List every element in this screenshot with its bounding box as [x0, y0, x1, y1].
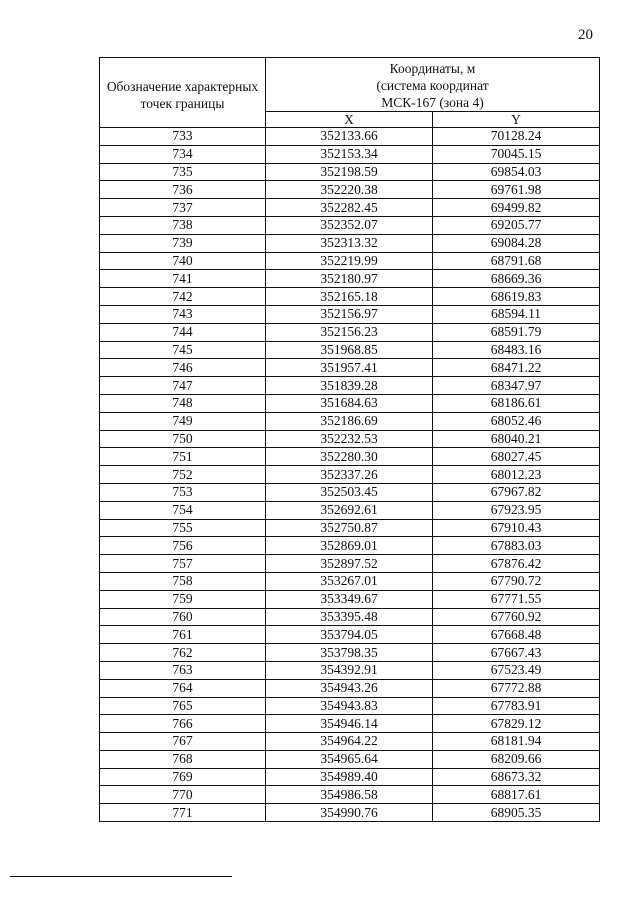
y-cell: 70128.24 [433, 128, 600, 146]
table-row [100, 483, 600, 501]
x-cell: 352503.45 [266, 483, 433, 501]
table-row [100, 519, 600, 537]
x-cell: 351957.41 [266, 359, 433, 377]
y-cell: 67783.91 [433, 697, 600, 715]
table-row [100, 661, 600, 679]
y-cell: 68347.97 [433, 377, 600, 395]
table-row [100, 323, 600, 341]
x-cell: 351968.85 [266, 341, 433, 359]
point-id-cell: 766 [100, 715, 266, 733]
y-cell: 70045.15 [433, 145, 600, 163]
y-cell: 68817.61 [433, 786, 600, 804]
point-id-cell: 764 [100, 679, 266, 697]
table-row [100, 288, 600, 306]
point-id-cell: 744 [100, 323, 266, 341]
x-cell: 352282.45 [266, 199, 433, 217]
x-cell: 354943.26 [266, 679, 433, 697]
table-row [100, 181, 600, 199]
point-id-cell: 762 [100, 644, 266, 662]
point-id-cell: 767 [100, 733, 266, 751]
table-row [100, 305, 600, 323]
y-cell: 67523.49 [433, 661, 600, 679]
table-row [100, 448, 600, 466]
y-cell: 67790.72 [433, 572, 600, 590]
y-cell: 67771.55 [433, 590, 600, 608]
table-row [100, 786, 600, 804]
table-row [100, 128, 600, 146]
x-cell: 354964.22 [266, 733, 433, 751]
x-cell: 352692.61 [266, 501, 433, 519]
table-row [100, 359, 600, 377]
y-cell: 68186.61 [433, 394, 600, 412]
header-coords-line1: Координаты, м [389, 61, 476, 76]
point-id-cell: 751 [100, 448, 266, 466]
point-id-cell: 771 [100, 804, 266, 822]
y-cell: 68791.68 [433, 252, 600, 270]
table-row [100, 715, 600, 733]
y-cell: 68181.94 [433, 733, 600, 751]
point-id-cell: 758 [100, 572, 266, 590]
y-cell: 67883.03 [433, 537, 600, 555]
y-cell: 67668.48 [433, 626, 600, 644]
x-cell: 353798.35 [266, 644, 433, 662]
table-row [100, 163, 600, 181]
table-row [100, 608, 600, 626]
header-coords-line2: (система координат [376, 78, 489, 93]
y-cell: 68040.21 [433, 430, 600, 448]
x-cell: 353349.67 [266, 590, 433, 608]
x-cell: 353267.01 [266, 572, 433, 590]
x-cell: 352232.53 [266, 430, 433, 448]
point-id-cell: 737 [100, 199, 266, 217]
y-cell: 67667.43 [433, 644, 600, 662]
x-cell: 352165.18 [266, 288, 433, 306]
x-cell: 352156.97 [266, 305, 433, 323]
x-cell: 353395.48 [266, 608, 433, 626]
y-cell: 69761.98 [433, 181, 600, 199]
y-cell: 67910.43 [433, 519, 600, 537]
point-id-cell: 741 [100, 270, 266, 288]
table-row [100, 377, 600, 395]
x-cell: 352180.97 [266, 270, 433, 288]
table-row [100, 341, 600, 359]
x-cell: 352897.52 [266, 555, 433, 573]
y-cell: 67829.12 [433, 715, 600, 733]
y-cell: 68209.66 [433, 750, 600, 768]
x-cell: 354990.76 [266, 804, 433, 822]
point-id-cell: 770 [100, 786, 266, 804]
x-cell: 354989.40 [266, 768, 433, 786]
point-id-cell: 760 [100, 608, 266, 626]
point-id-cell: 747 [100, 377, 266, 395]
point-id-cell: 746 [100, 359, 266, 377]
point-id-cell: 735 [100, 163, 266, 181]
x-cell: 351839.28 [266, 377, 433, 395]
y-cell: 68027.45 [433, 448, 600, 466]
point-id-cell: 756 [100, 537, 266, 555]
table-row [100, 750, 600, 768]
coordinates-table [99, 57, 600, 822]
table-row [100, 572, 600, 590]
point-id-cell: 763 [100, 661, 266, 679]
x-cell: 354965.64 [266, 750, 433, 768]
point-id-cell: 761 [100, 626, 266, 644]
x-cell: 352750.87 [266, 519, 433, 537]
table-row [100, 145, 600, 163]
point-id-cell: 754 [100, 501, 266, 519]
table-row [100, 412, 600, 430]
x-cell: 354943.83 [266, 697, 433, 715]
y-cell: 68619.83 [433, 288, 600, 306]
point-id-cell: 755 [100, 519, 266, 537]
table-row [100, 644, 600, 662]
table-row [100, 679, 600, 697]
x-cell: 352337.26 [266, 466, 433, 484]
y-cell: 69205.77 [433, 216, 600, 234]
table-row [100, 697, 600, 715]
table-row [100, 199, 600, 217]
x-cell: 352133.66 [266, 128, 433, 146]
footnote-divider [10, 876, 232, 877]
y-cell: 67772.88 [433, 679, 600, 697]
x-cell: 354986.58 [266, 786, 433, 804]
y-cell: 69854.03 [433, 163, 600, 181]
y-cell: 68669.36 [433, 270, 600, 288]
point-id-cell: 740 [100, 252, 266, 270]
x-cell: 352869.01 [266, 537, 433, 555]
y-cell: 68594.11 [433, 305, 600, 323]
y-cell: 68591.79 [433, 323, 600, 341]
header-point-designation: Обозначение характерных точек границы [100, 58, 266, 128]
table-row [100, 733, 600, 751]
x-cell: 351684.63 [266, 394, 433, 412]
x-cell: 352219.99 [266, 252, 433, 270]
y-cell: 68052.46 [433, 412, 600, 430]
point-id-cell: 736 [100, 181, 266, 199]
point-id-cell: 765 [100, 697, 266, 715]
x-cell: 352153.34 [266, 145, 433, 163]
point-id-cell: 745 [100, 341, 266, 359]
point-id-cell: 759 [100, 590, 266, 608]
y-cell: 68483.16 [433, 341, 600, 359]
table-row [100, 537, 600, 555]
point-id-cell: 748 [100, 394, 266, 412]
x-cell: 352186.69 [266, 412, 433, 430]
y-cell: 67967.82 [433, 483, 600, 501]
point-id-cell: 734 [100, 145, 266, 163]
y-cell: 67760.92 [433, 608, 600, 626]
x-cell: 354392.91 [266, 661, 433, 679]
point-id-cell: 749 [100, 412, 266, 430]
y-cell: 69499.82 [433, 199, 600, 217]
x-cell: 352156.23 [266, 323, 433, 341]
point-id-cell: 742 [100, 288, 266, 306]
x-cell: 352352.07 [266, 216, 433, 234]
x-cell: 353794.05 [266, 626, 433, 644]
point-id-cell: 768 [100, 750, 266, 768]
table-row [100, 252, 600, 270]
x-cell: 354946.14 [266, 715, 433, 733]
table-body [100, 128, 600, 822]
y-cell: 68905.35 [433, 804, 600, 822]
y-cell: 67876.42 [433, 555, 600, 573]
table-row [100, 590, 600, 608]
table-row [100, 555, 600, 573]
point-id-cell: 752 [100, 466, 266, 484]
table-row [100, 216, 600, 234]
point-id-cell: 739 [100, 234, 266, 252]
header-x: X [266, 112, 433, 128]
y-cell: 67923.95 [433, 501, 600, 519]
point-id-cell: 743 [100, 305, 266, 323]
header-coordinates [266, 58, 600, 112]
table-row [100, 466, 600, 484]
table-row [100, 804, 600, 822]
x-cell: 352313.32 [266, 234, 433, 252]
page-number: 20 [578, 27, 593, 43]
table-row [100, 626, 600, 644]
table-row [100, 270, 600, 288]
table-row [100, 768, 600, 786]
x-cell: 352220.38 [266, 181, 433, 199]
point-id-cell: 738 [100, 216, 266, 234]
y-cell: 68012.23 [433, 466, 600, 484]
x-cell: 352198.59 [266, 163, 433, 181]
point-id-cell: 757 [100, 555, 266, 573]
point-id-cell: 733 [100, 128, 266, 146]
header-y: Y [433, 112, 600, 128]
point-id-cell: 753 [100, 483, 266, 501]
header-coords-line3: МСК-167 (зона 4) [381, 95, 484, 110]
table-row [100, 430, 600, 448]
y-cell: 69084.28 [433, 234, 600, 252]
table-row [100, 501, 600, 519]
point-id-cell: 750 [100, 430, 266, 448]
table-row [100, 394, 600, 412]
y-cell: 68673.32 [433, 768, 600, 786]
table-row [100, 234, 600, 252]
point-id-cell: 769 [100, 768, 266, 786]
x-cell: 352280.30 [266, 448, 433, 466]
y-cell: 68471.22 [433, 359, 600, 377]
